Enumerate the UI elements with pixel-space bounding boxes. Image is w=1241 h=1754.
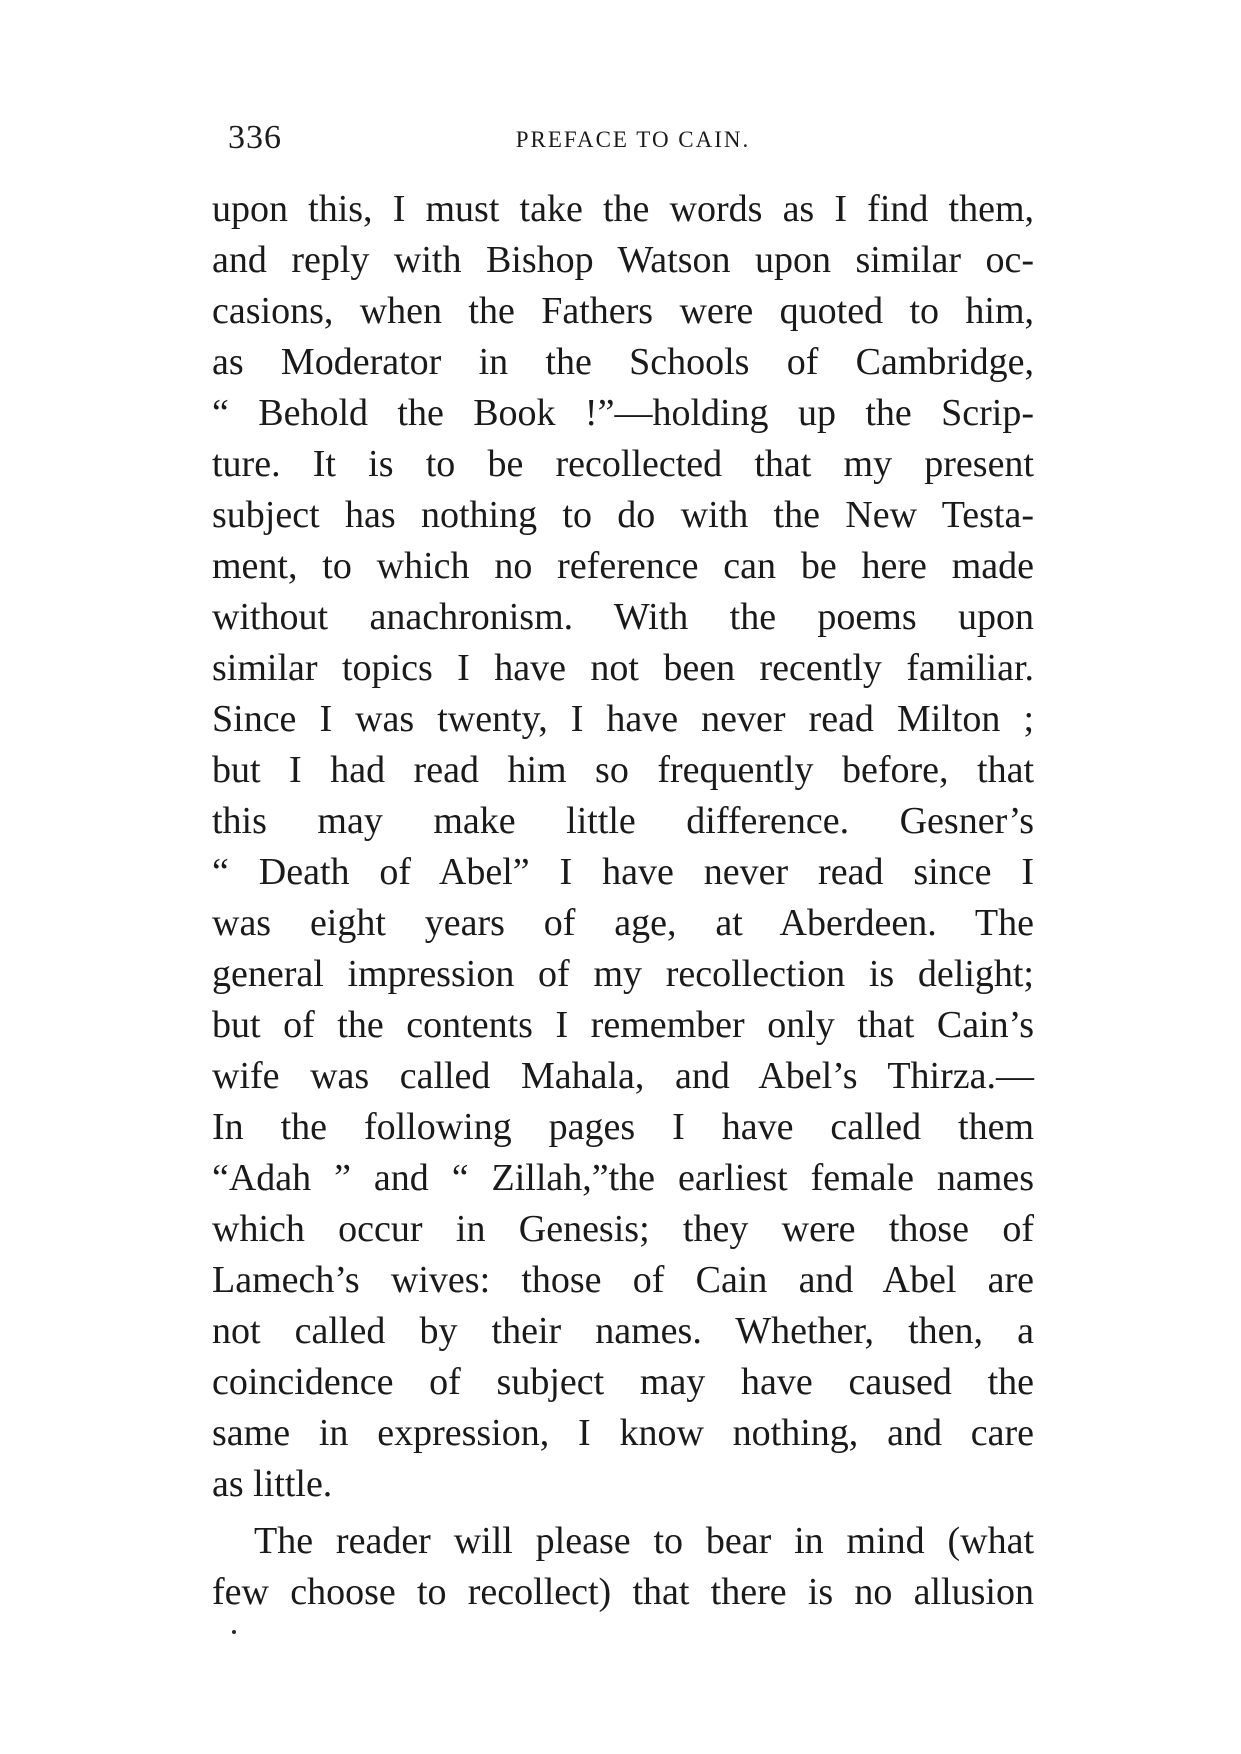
text-line: but of the contents I remember only that Cain’s [212,1004,1034,1046]
print-speck [232,1630,236,1634]
text-line: which occur in Genesis; they were those of [212,1208,1034,1250]
text-line: as Moderator in the Schools of Cambridge, [212,341,1034,383]
text-line: “ Death of Abel” I have never read since I [212,851,1034,893]
text-line: Since I was twenty, I have never read Milton ; [212,698,1034,740]
text-line: “Adah ” and “ Zillah,”the earliest female names [212,1157,1034,1199]
text-line: ment, to which no reference can be here made [212,545,1034,587]
paragraph-1 [212,184,1034,1510]
text-line: ture. It is to be recollected that my present [212,443,1034,485]
text-line: general impression of my recollection is delight; [212,953,1034,995]
text-line: few choose to recollect) that there is no allusion [212,1571,1034,1613]
body-text [212,184,1034,1618]
text-line: casions, when the Fathers were quoted to him, [212,290,1034,332]
text-line: Lamech’s wives: those of Cain and Abel are [212,1259,1034,1301]
text-line: was eight years of age, at Aberdeen. The [212,902,1034,944]
text-line: coincidence of subject may have caused the [212,1361,1034,1403]
text-line: not called by their names. Whether, then, a [212,1310,1034,1352]
page-number: 336 [228,119,282,156]
text-line: and reply with Bishop Watson upon similar oc- [212,239,1034,281]
text-line: subject has nothing to do with the New Testa- [212,494,1034,536]
text-line: similar topics I have not been recently familiar. [212,647,1034,689]
text-line: The reader will please to bear in mind (what [254,1520,1034,1562]
text-line: as little. [212,1463,333,1505]
running-head [228,118,1038,158]
text-line: same in expression, I know nothing, and care [212,1412,1034,1454]
text-line: without anachronism. With the poems upon [212,596,1034,638]
text-line: wife was called Mahala, and Abel’s Thirza.— [212,1055,1034,1097]
running-title: PREFACE TO CAIN. [515,127,751,152]
text-line: In the following pages I have called them [212,1106,1034,1148]
text-line: but I had read him so frequently before, that [212,749,1034,791]
text-line: this may make little difference. Gesner’s [212,800,1034,842]
text-line: “ Behold the Book !”—holding up the Scrip- [212,392,1034,434]
text-line: upon this, I must take the words as I find them, [212,188,1034,230]
paragraph-2 [212,1516,1034,1618]
